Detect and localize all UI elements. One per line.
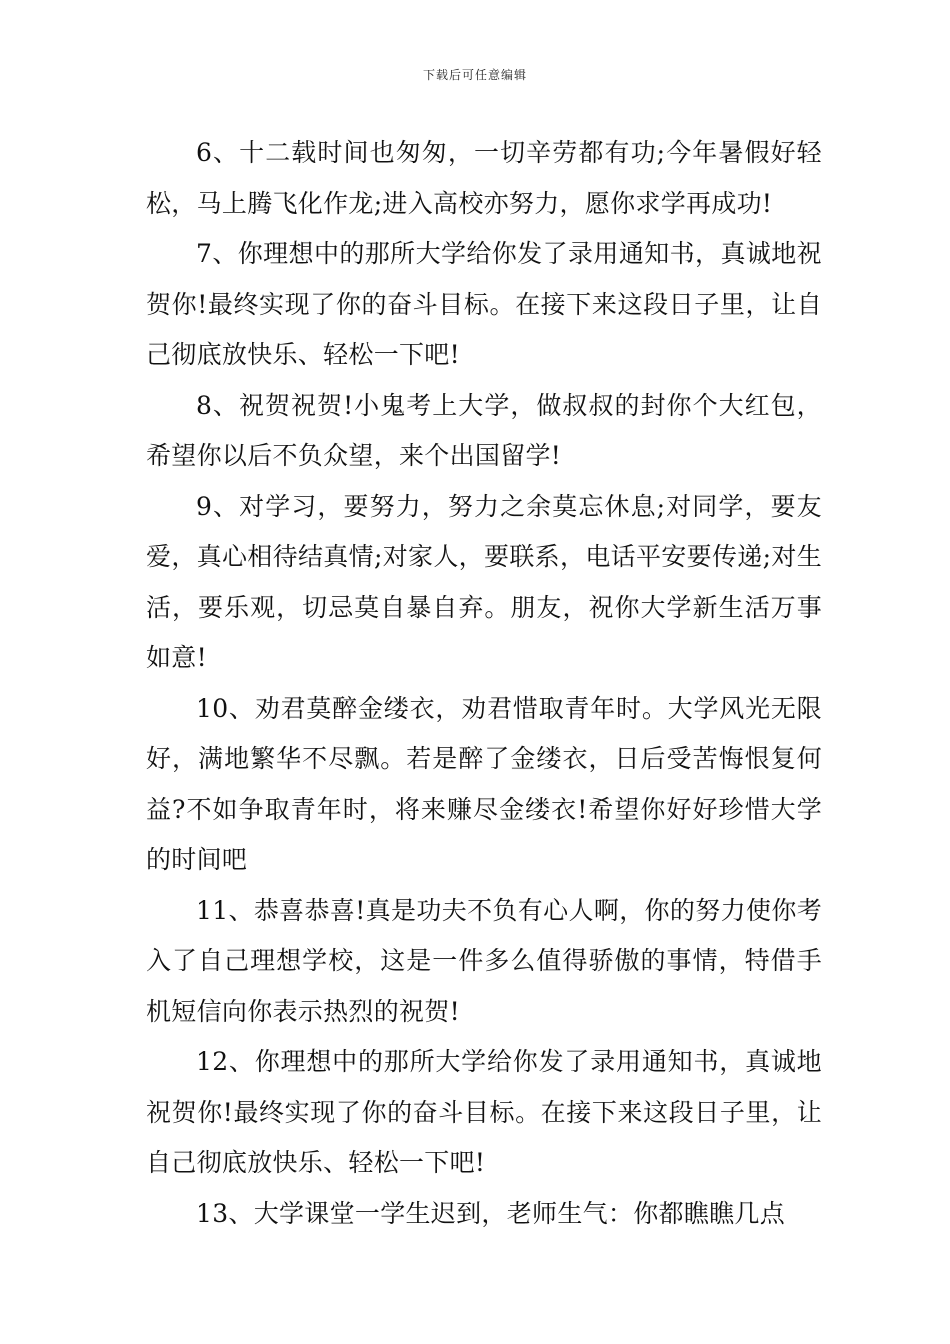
paragraph-9: 9、对学习，要努力，努力之余莫忘休息;对同学，要友爱，真心相待结真情;对家人，要联系，电话平安要传递;对生活，要乐观，切忌莫自暴自弃。朋友，祝你大学新生活万事如意!: [146, 491, 822, 672]
paragraph-11: 11、恭喜恭喜!真是功夫不负有心人啊，你的努力使你考入了自己理想学校，这是一件多么值得骄傲的事情，特借手机短信向你表示热烈的祝贺!: [146, 895, 822, 1026]
paragraph-7: 7、你理想中的那所大学给你发了录用通知书，真诚地祝贺你!最终实现了你的奋斗目标。在接下来这段日子里，让自己彻底放快乐、轻松一下吧!: [146, 239, 822, 369]
paragraph-6: 6、十二载时间也匆匆，一切辛劳都有功;今年暑假好轻松，马上腾飞化作龙;进入高校亦努力，愿你求学再成功!: [146, 138, 822, 218]
document-body: [146, 128, 822, 1239]
paragraph-8: 8、祝贺祝贺!小鬼考上大学，做叔叔的封你个大红包，希望你以后不负众望，来个出国留学!: [146, 390, 822, 470]
header-note: 下载后可任意编辑: [422, 68, 527, 82]
paragraph-13: 13、大学课堂一学生迟到，老师生气：你都瞧瞧几点: [196, 1198, 786, 1228]
paragraph-10: 10、劝君莫醉金缕衣，劝君惜取青年时。大学风光无限好，满地繁华不尽飘。若是醉了金缕衣，日后受苦悔恨复何益?不如争取青年时，将来赚尽金缕衣!希望你好好珍惜大学的时间吧: [146, 693, 822, 874]
paragraph-12: 12、你理想中的那所大学给你发了录用通知书，真诚地祝贺你!最终实现了你的奋斗目标。在接下来这段日子里，让自己彻底放快乐、轻松一下吧!: [146, 1047, 822, 1177]
